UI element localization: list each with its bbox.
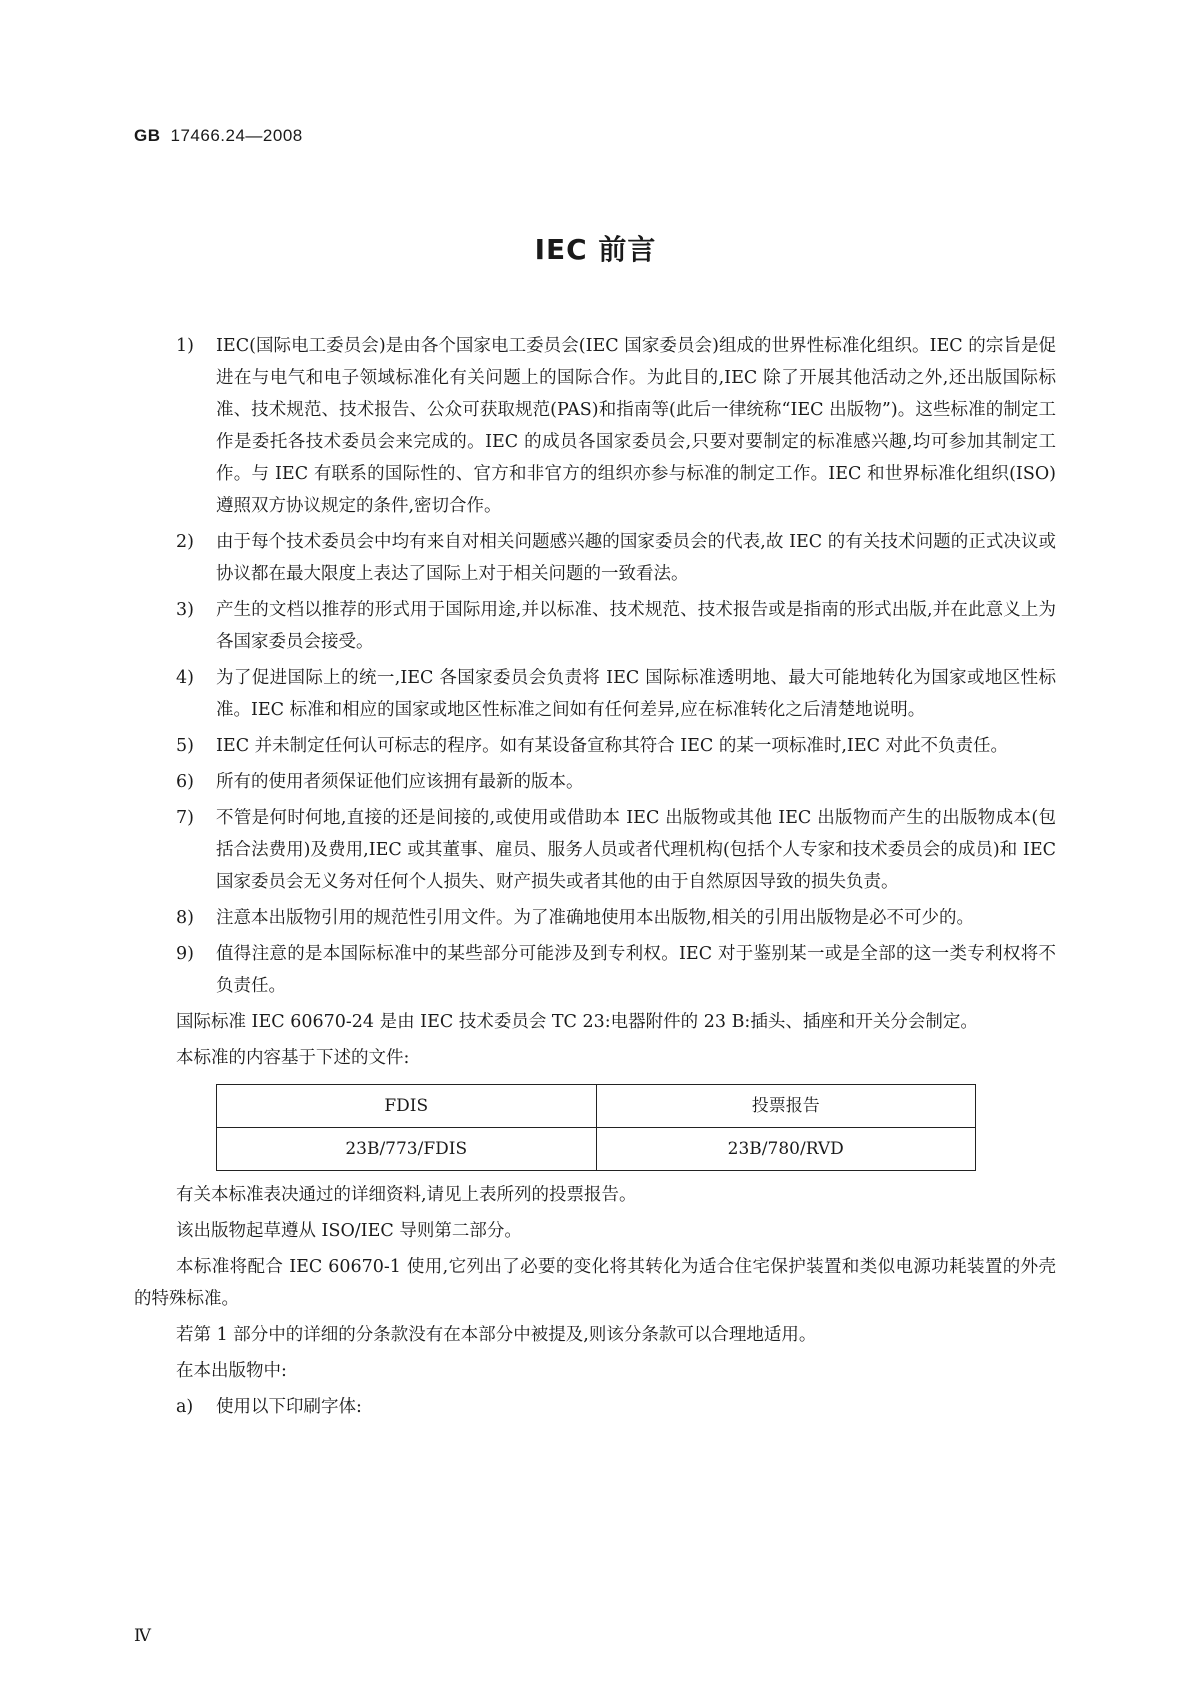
list-item [134, 938, 1056, 1002]
page-number: Ⅳ [134, 1626, 151, 1646]
paragraph-in-publication: 在本出版物中: [176, 1361, 287, 1381]
list-item-text: 注意本出版物引用的规范性引用文件。为了准确地使用本出版物,相关的引用出版物是必不可少的。 [216, 908, 975, 928]
list-item-text: 值得注意的是本国际标准中的某些部分可能涉及到专利权。IEC 对于鉴别某一或是全部的这一类专利权将不负责任。 [216, 944, 1056, 996]
list-item [134, 526, 1056, 590]
list-marker: a) [176, 1397, 194, 1417]
list-item [134, 1391, 1056, 1423]
list-item [134, 802, 1056, 898]
table-cell: 23B/773/FDIS [217, 1128, 597, 1171]
paragraph-applicability: 若第 1 部分中的详细的分条款没有在本部分中被提及,则该分条款可以合理地适用。 [176, 1325, 817, 1345]
table-cell: 23B/780/RVD [596, 1128, 976, 1171]
paragraph-committee: 国际标准 IEC 60670-24 是由 IEC 技术委员会 TC 23:电器附件的 23 B:插头、插座和开关分会制定。 [176, 1012, 978, 1032]
list-marker: 2) [176, 532, 194, 552]
list-marker: 9) [176, 944, 194, 964]
table-header-cell: FDIS [217, 1085, 597, 1128]
list-item [134, 662, 1056, 726]
list-item-text: 不管是何时何地,直接的还是间接的,或使用或借助本 IEC 出版物或其他 IEC 出版物而产生的出版物成本(包括合法费用)及费用,IEC 或其董事、雇员、服务人员或者代理机构(包括个人专家和技术委员会的成员)和 IEC 国家委员会无义务对任何个人损失、财产损失或者其他的由于自然原因导致的损失负责。 [216, 808, 1056, 892]
list-marker: 1) [176, 336, 194, 356]
list-item [134, 594, 1056, 658]
list-item-text: 产生的文档以推荐的形式用于国际用途,并以标准、技术规范、技术报告或是指南的形式出版,并在此意义上为各国家委员会接受。 [216, 600, 1056, 652]
table-header-cell: 投票报告 [596, 1085, 976, 1128]
list-marker: 8) [176, 908, 194, 928]
list-item-text: 所有的使用者须保证他们应该拥有最新的版本。 [216, 772, 584, 792]
list-item [134, 902, 1056, 934]
list-item [134, 730, 1056, 762]
list-item-text: 为了促进国际上的统一,IEC 各国家委员会负责将 IEC 国际标准透明地、最大可能地转化为国家或地区性标准。IEC 标准和相应的国家或地区性标准之间如有任何差异,应在标准转化之后清楚地说明。 [216, 668, 1056, 720]
list-item [134, 330, 1056, 522]
standard-number: 17466.24—2008 [170, 126, 303, 145]
paragraph-voting-info: 有关本标准表决通过的详细资料,请见上表所列的投票报告。 [176, 1185, 637, 1205]
list-item [134, 766, 1056, 798]
paragraph-based-on: 本标准的内容基于下述的文件: [176, 1048, 410, 1068]
list-marker: 4) [176, 668, 194, 688]
list-item-text: 使用以下印刷字体: [216, 1397, 362, 1417]
voting-table [216, 1084, 976, 1171]
list-marker: 5) [176, 736, 194, 756]
list-item-text: 由于每个技术委员会中均有来自对相关问题感兴趣的国家委员会的代表,故 IEC 的有关技术问题的正式决议或协议都在最大限度上表达了国际上对于相关问题的一致看法。 [216, 532, 1056, 584]
page-title: IEC 前言 [534, 233, 657, 266]
list-marker: 6) [176, 772, 194, 792]
list-marker: 7) [176, 808, 194, 828]
table-row [217, 1128, 976, 1171]
document-body [134, 330, 1056, 1423]
list-item-text: IEC 并未制定任何认可标志的程序。如有某设备宣称其符合 IEC 的某一项标准时,IEC 对此不负责任。 [216, 736, 1009, 756]
table-header-row [217, 1085, 976, 1128]
standard-code [134, 126, 303, 146]
list-marker: 3) [176, 600, 194, 620]
paragraph-directives: 该出版物起草遵从 ISO/IEC 导则第二部分。 [176, 1221, 522, 1241]
standard-prefix: GB [134, 126, 161, 145]
list-item-text: IEC(国际电工委员会)是由各个国家电工委员会(IEC 国家委员会)组成的世界性标准化组织。IEC 的宗旨是促进在与电气和电子领域标准化有关问题上的国际合作。为此目的,IEC 除了开展其他活动之外,还出版国际标准、技术规范、技术报告、公众可获取规范(PAS)和指南等(此后一律统称“IEC 出版物”)。这些标准的制定工作是委托各技术委员会来完成的。IEC 的成员各国家委员会,只要对要制定的标准感兴趣,均可参加其制定工作。与 IEC 有联系的国际性的、官方和非官方的组织亦参与标准的制定工作。IEC 和世界标准化组织(ISO)遵照双方协议规定的条件,密切合作。 [216, 336, 1056, 516]
paragraph-usage: 本标准将配合 IEC 60670-1 使用,它列出了必要的变化将其转化为适合住宅保护装置和类似电源功耗装置的外壳的特殊标准。 [134, 1257, 1056, 1309]
